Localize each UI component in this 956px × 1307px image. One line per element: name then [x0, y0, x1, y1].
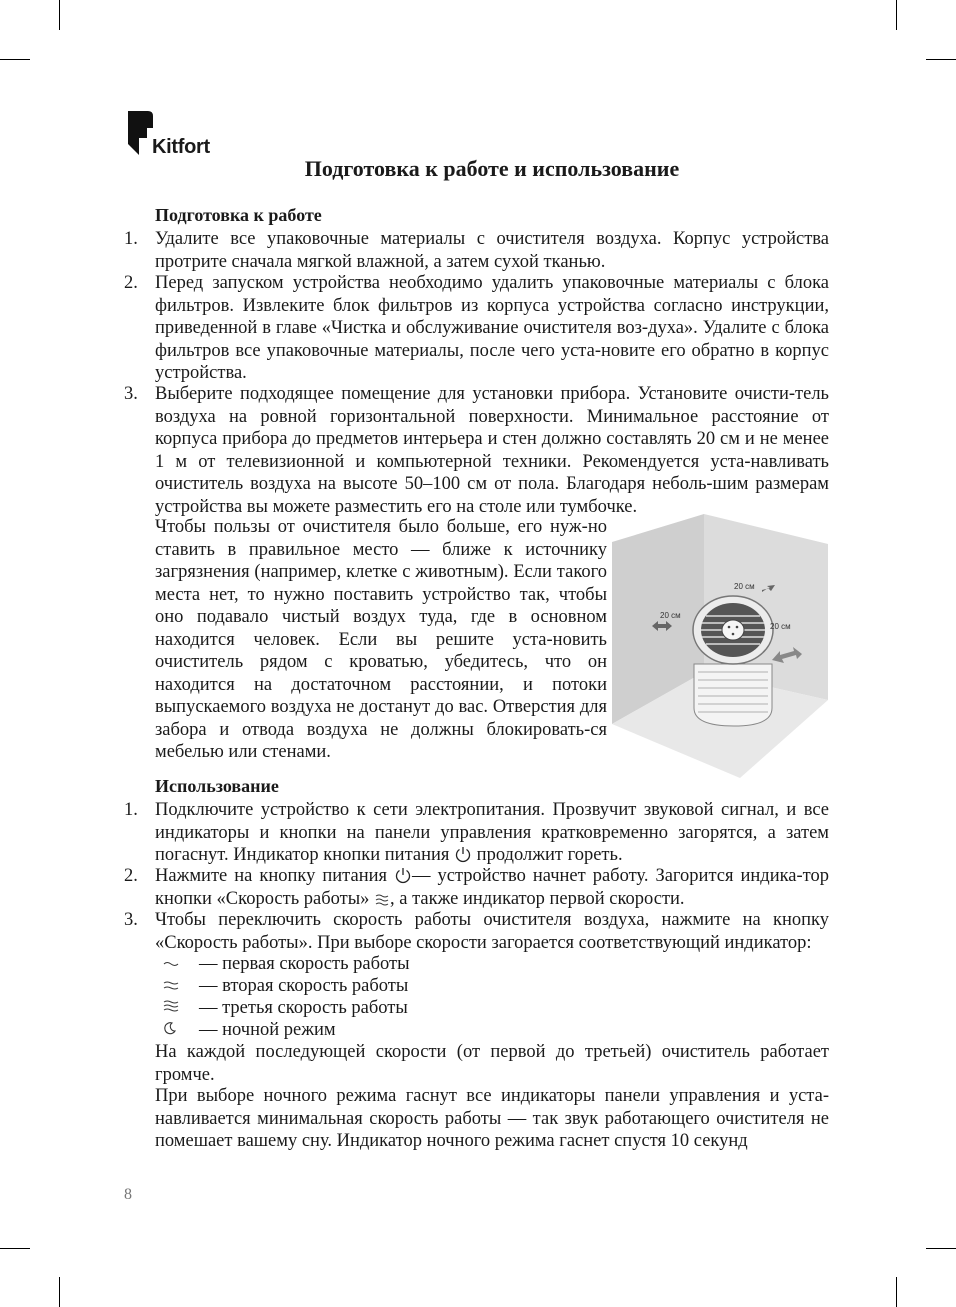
usage-item-text-part: Подключите устройство к сети электропитания. Прозвучит звуковой сигнал, и все индикаторы и кнопки на панели управления кратковременно загорятся, а затем погаснут. Индикатор кнопки питания: [155, 800, 829, 865]
usage-item-text: [155, 865, 829, 910]
crop-mark: [926, 1248, 956, 1249]
night-mode-icon: [163, 1020, 199, 1042]
speed-note: На каждой последующей скорости (от первой до третьей) очиститель работает громче.: [155, 1042, 829, 1085]
prep-item-text: Выберите подходящее помещение для установки прибора. Установите очисти-тель воздуха на ровной горизонтальной поверхности. Минимальное расстояние от корпуса прибора до предметов интерьера и стен должно составлять 20 см и не менее 1 м от телевизионной и компьютерной техники. Рекомендуется уста-навливать очиститель воздуха на высоте 50–100 см от пола. Благодаря неболь-шим размерам устройства вы можете разместить его на столе или тумбочке.: [155, 384, 829, 517]
usage-item-text-part: , а также индикатор первой скорости.: [390, 888, 685, 909]
page-number: 8: [124, 1186, 132, 1203]
prep-item-number: 3.: [124, 384, 138, 404]
usage-item-number: 2.: [124, 866, 138, 886]
crop-mark: [896, 1277, 897, 1307]
brand-name: Kitfort: [152, 136, 210, 158]
speed-label: — первая скорость работы: [199, 954, 410, 974]
speed-1-icon: [163, 954, 199, 976]
usage-heading: Использование: [155, 776, 279, 796]
usage-item-text-part: — устройство начнет работу. Загорится индика-тор кнопки «Скорость работы»: [155, 866, 830, 909]
speed-row: [163, 975, 408, 998]
speed-label: — ночной режим: [199, 1020, 336, 1040]
page-title: Подготовка к работе и использование: [304, 156, 680, 181]
kitfort-logo-icon: [125, 108, 155, 158]
placement-text: Чтобы пользы от очистителя было больше, его нуж-но ставить в правильное место — ближе к источнику загрязнения (например, клетке с животным). Если такого места нет, то нужно поставить устройство так, чтобы оно подавало чистый воздух туда, где в основном находится человек. Если вы решите уста-новить очиститель рядом с кроватью, убедитесь, что он находится на достаточном расстоянии, и потоки выпускаемого воздуха не достанут до вас. Отверстия для забора и отвода воздуха не должны блокировать-ся мебелью или стенами.: [155, 517, 607, 762]
speed-label: — третья скорость работы: [199, 998, 408, 1018]
clearance-label: 20 см: [770, 622, 791, 631]
clearance-label: 20 см: [734, 582, 755, 591]
speed-label: — вторая скорость работы: [199, 976, 409, 996]
prep-item-text: Перед запуском устройства необходимо удалить упаковочные материалы с блока фильтров. Извлеките блок фильтров из корпуса устройства согласно инструкции, приведенной в главе «Чистка и обслуживание очистителя воз-духа». Удалите с блока фильтров все упаковочные материалы, после чего уста-новите его обратно в корпус устройства.: [155, 273, 829, 383]
usage-item-text-part: Нажмите на кнопку питания: [155, 866, 388, 886]
placement-illustration: [612, 514, 830, 780]
speed-row: [163, 953, 410, 976]
usage-item-text-part: продолжит гореть.: [476, 845, 623, 865]
usage-item-number: 1.: [124, 800, 138, 820]
usage-item-number: 3.: [124, 910, 138, 930]
crop-mark: [926, 59, 956, 60]
prep-item-number: 1.: [124, 229, 138, 249]
prep-heading: Подготовка к работе: [155, 205, 322, 225]
power-icon: [394, 866, 412, 884]
crop-mark: [896, 0, 897, 30]
usage-item-text: Чтобы переключить скорость работы очистителя воздуха, нажмите на кнопку «Скорость работы». При выборе скорости загорается соответствующий индикатор:: [155, 910, 829, 953]
speed-row: [163, 1019, 336, 1042]
clearance-label: 20 см: [660, 611, 681, 620]
night-mode-note: При выборе ночного режима гаснут все индикаторы панели управления и уста-навливается минимальная скорость работы — так звук работающего очистителя не помешает вашему сну. Индикатор ночного режима гаснет спустя 10 секунд: [155, 1086, 829, 1151]
prep-item-number: 2.: [124, 273, 138, 293]
crop-mark: [0, 1248, 30, 1249]
speed-2-icon: [163, 976, 199, 998]
fan-speed-icon: [374, 891, 390, 907]
prep-item-text: Удалите все упаковочные материалы с очистителя воздуха. Корпус устройства протрите сначала мягкой влажной, а затем сухой тканью.: [155, 229, 829, 272]
usage-item-text: [155, 799, 829, 867]
speed-3-icon: [163, 998, 199, 1020]
speed-row: [163, 997, 408, 1020]
power-icon: [454, 845, 472, 863]
crop-mark: [59, 1277, 60, 1307]
crop-mark: [59, 0, 60, 30]
crop-mark: [0, 59, 30, 60]
